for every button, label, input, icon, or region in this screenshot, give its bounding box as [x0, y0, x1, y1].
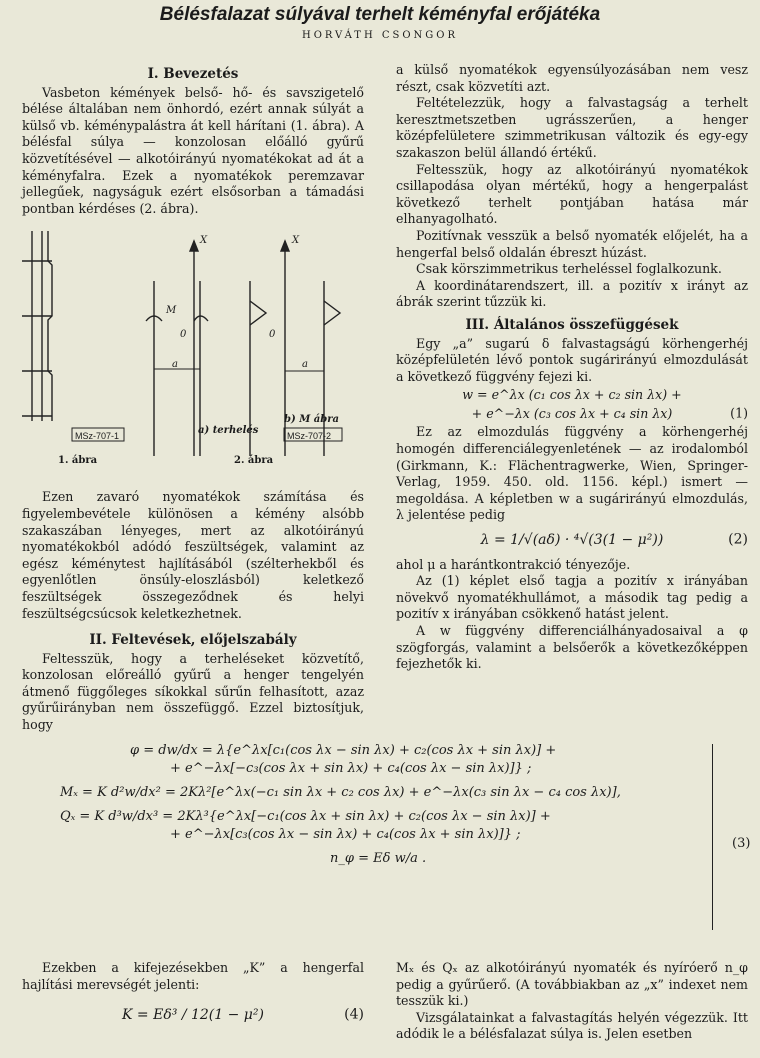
paragraph: A w függvény differenciálhányadosaival a φ szögforgás, valamint a belsőerők a következőképpen fejezhetők ki. — [396, 623, 748, 672]
intro-paragraph-2: Ezen zavaró nyomatékok számítása és figyelembevétele különösen a kémény alsóbb szakaszában lényeges, mert az alkotóirányú nyomatékokból adódó feszültségek, valamint az egész kéménytest hajlításából (szélterhekből és egyenlőtlen önsúly-eloszlásból) keletkező feszültségek összegeződnek és helyi feszültségcsúcsok keletkezhetnek. — [22, 489, 364, 621]
fig2b-caption: b) M ábra — [284, 414, 339, 426]
equation-line: φ = dw/dx = λ{e^λx[c₁(cos λx − sin λx) + c₂(cos λx + sin λx)] + — [130, 743, 557, 758]
paragraph: a külső nyomatékok egyensúlyozásában nem vesz részt, csak közvetíti azt. — [396, 62, 748, 94]
fig1-caption: 1. ábra — [58, 455, 98, 467]
fig2b-moment-diagram — [250, 301, 266, 325]
equation-brace — [712, 744, 721, 930]
equation-block-3 — [60, 742, 710, 868]
fig2b-arrow — [281, 241, 289, 251]
paragraph: Pozitívnak vesszük a belső nyomaték előjelét, ha a hengerfal belső oldalán ébreszt húzást. — [396, 227, 748, 260]
fig2b-o-label: 0 — [269, 329, 276, 341]
equation-number: (2) — [728, 532, 748, 549]
bottom-right-column — [396, 960, 748, 1043]
fig2b-moment-diagram — [324, 301, 340, 325]
left-column — [22, 62, 364, 734]
fig2a-caption: a) terhelés — [198, 425, 259, 437]
equation-line: + e^−λx[−c₃(cos λx + sin λx) + c₄(cos λx − sin λx)]} ; — [170, 761, 532, 776]
section-title-general: III. Általános összefüggések — [465, 316, 679, 333]
equation-line: Qₓ = K d³w/dx³ = 2Kλ³{e^λx[−c₁(cos λx + sin λx) + c₂(cos λx − sin λx)] + — [60, 809, 551, 824]
paragraph: Ezekben a kifejezésekben „K” a hengerfal hajlítási merevségét jelenti: — [22, 960, 364, 992]
section-title-intro: I. Bevezetés — [147, 66, 239, 82]
figures — [22, 221, 364, 481]
equation-1a: w = e^λx (c₁ cos λx + c₂ sin λx) + — [462, 387, 682, 403]
fig2a-arrow — [190, 241, 198, 251]
author-name: HORVÁTH CSONGOR — [301, 30, 459, 41]
equation-number: (1) — [730, 405, 748, 421]
fig1-lining-line — [48, 231, 52, 421]
section-title-assumptions: II. Feltevések, előjelszabály — [89, 632, 297, 649]
page-title: Bélésfalazat súlyával terhelt kéményfal erőjátéka — [159, 4, 601, 25]
paragraph: Mₓ és Qₓ az alkotóirányú nyomaték és nyíróerő n_φ pedig a gyűrűerő. (A továbbiakban az „x” indexet nem tesszük ki.) — [396, 960, 748, 1009]
paragraph: Csak körszimmetrikus terheléssel foglalkozunk. — [416, 261, 722, 277]
paragraph: Ez az elmozdulás függvény a körhengerhéj homogén differenciálegyenletének — az irodalomból (Girkmann, K.: Flächentragwerke, Wien, Springer-Verlag, 1959. 450. old. 1156. képl.) ismert — megoldása. A képletben w a sugárirányú elmozdulás, λ jelentése pedig — [396, 424, 748, 523]
equation-2: λ = 1/√(aδ) · ⁴√(3(1 − μ²)) (2) — [480, 532, 748, 549]
equation-4: K = Eδ³ / 12(1 − μ²) (4) — [122, 1007, 364, 1024]
assumptions-paragraph: Feltesszük, hogy a terheléseket közvetítő, konzolosan előreálló gyűrű a henger tengelyén átmenő függőleges síkokkal sűrűn felhasított, azaz gyűrűirányban nem összefüggő. Ezzel biztosítjuk, hogy — [22, 650, 364, 733]
fig2-label: MSz-707-2 — [287, 431, 332, 442]
fig2b-x-label: X — [292, 235, 300, 247]
equation-line: Mₓ = K d²w/dx² = 2Kλ²[e^λx(−c₁ sin λx + c₂ cos λx) + e^−λx(c₃ sin λx − c₄ cos λx)], — [60, 785, 621, 800]
fig1-label: MSz-707-1 — [75, 431, 120, 442]
paragraph: Vizsgálatainkat a falvastagítás helyén végezzük. Itt adódik le a bélésfalazat súlya is. Jelen esetben — [396, 1009, 748, 1042]
fig2-caption: 2. ábra — [234, 455, 274, 467]
fig2a-o-label: 0 — [180, 329, 187, 341]
equation-line: n_φ = Eδ w/a . — [330, 851, 427, 866]
fig2a-moment-arc — [194, 316, 208, 321]
equation-number: (4) — [344, 1007, 364, 1024]
paragraph: Feltételezzük, hogy a falvastagság a terhelt keresztmetszetben ugrásszerűen, a henger középfelületere szimmetrikusan változik és egy-egy szakaszon belül állandó értékű. — [396, 95, 748, 160]
fig2a-m-label: M — [166, 305, 177, 317]
paragraph: Az (1) képlet első tagja a pozitív x irányában növekvő nyomatékhullámot, a második tag pedig a pozitív x irányában csökkenő hatást jelent. — [396, 573, 748, 622]
right-column — [396, 62, 748, 673]
equation-number: (3) — [732, 836, 751, 851]
bottom-left-column — [22, 960, 364, 1026]
paragraph: ahol μ a harántkontrakció tényezője. — [396, 556, 631, 572]
paragraph: Feltesszük, hogy az alkotóirányú nyomatékok csillapodása olyan mértékű, hogy a hengerpalást következő terhelt pontjában hatása már elhanyagolható. — [396, 161, 748, 227]
paragraph: A koordinátarendszert, ill. a pozitív x irányt az ábrák szerint tűzzük ki. — [396, 277, 748, 310]
fig2a-a-label: a — [172, 359, 178, 371]
paragraph: Egy „a” sugarú δ falvastagságú körhengerhéj középfelületén lévő pontok sugárirányú elmozdulását a következő függvény fejezi ki. — [396, 335, 748, 384]
fig2a-x-label: X — [200, 235, 208, 247]
intro-paragraph: Vasbeton kémények belső- hő- és savszigetelő bélése általában nem önhordó, ezért annak súlyát a külső vb. kéménypalástra át kell hárítani (1. ábra). A bélésfal súlya — konzolosan előálló gyűrű közvetítésével — alkotóirányú nyomatékokat ad át a kéményfalra. Ezek a nyomatékok peremzavar jellegűek, nagyságuk ezért elsősorban a támadási pontban kérdéses (2. ábra). — [22, 84, 364, 216]
fig2b-a-label: a — [302, 359, 308, 371]
equation-1b: + e^−λx (c₃ cos λx + c₄ sin λx) (1) — [471, 405, 748, 421]
equation-line: + e^−λx[c₃(cos λx − sin λx) + c₄(cos λx + sin λx)]} ; — [170, 827, 521, 842]
